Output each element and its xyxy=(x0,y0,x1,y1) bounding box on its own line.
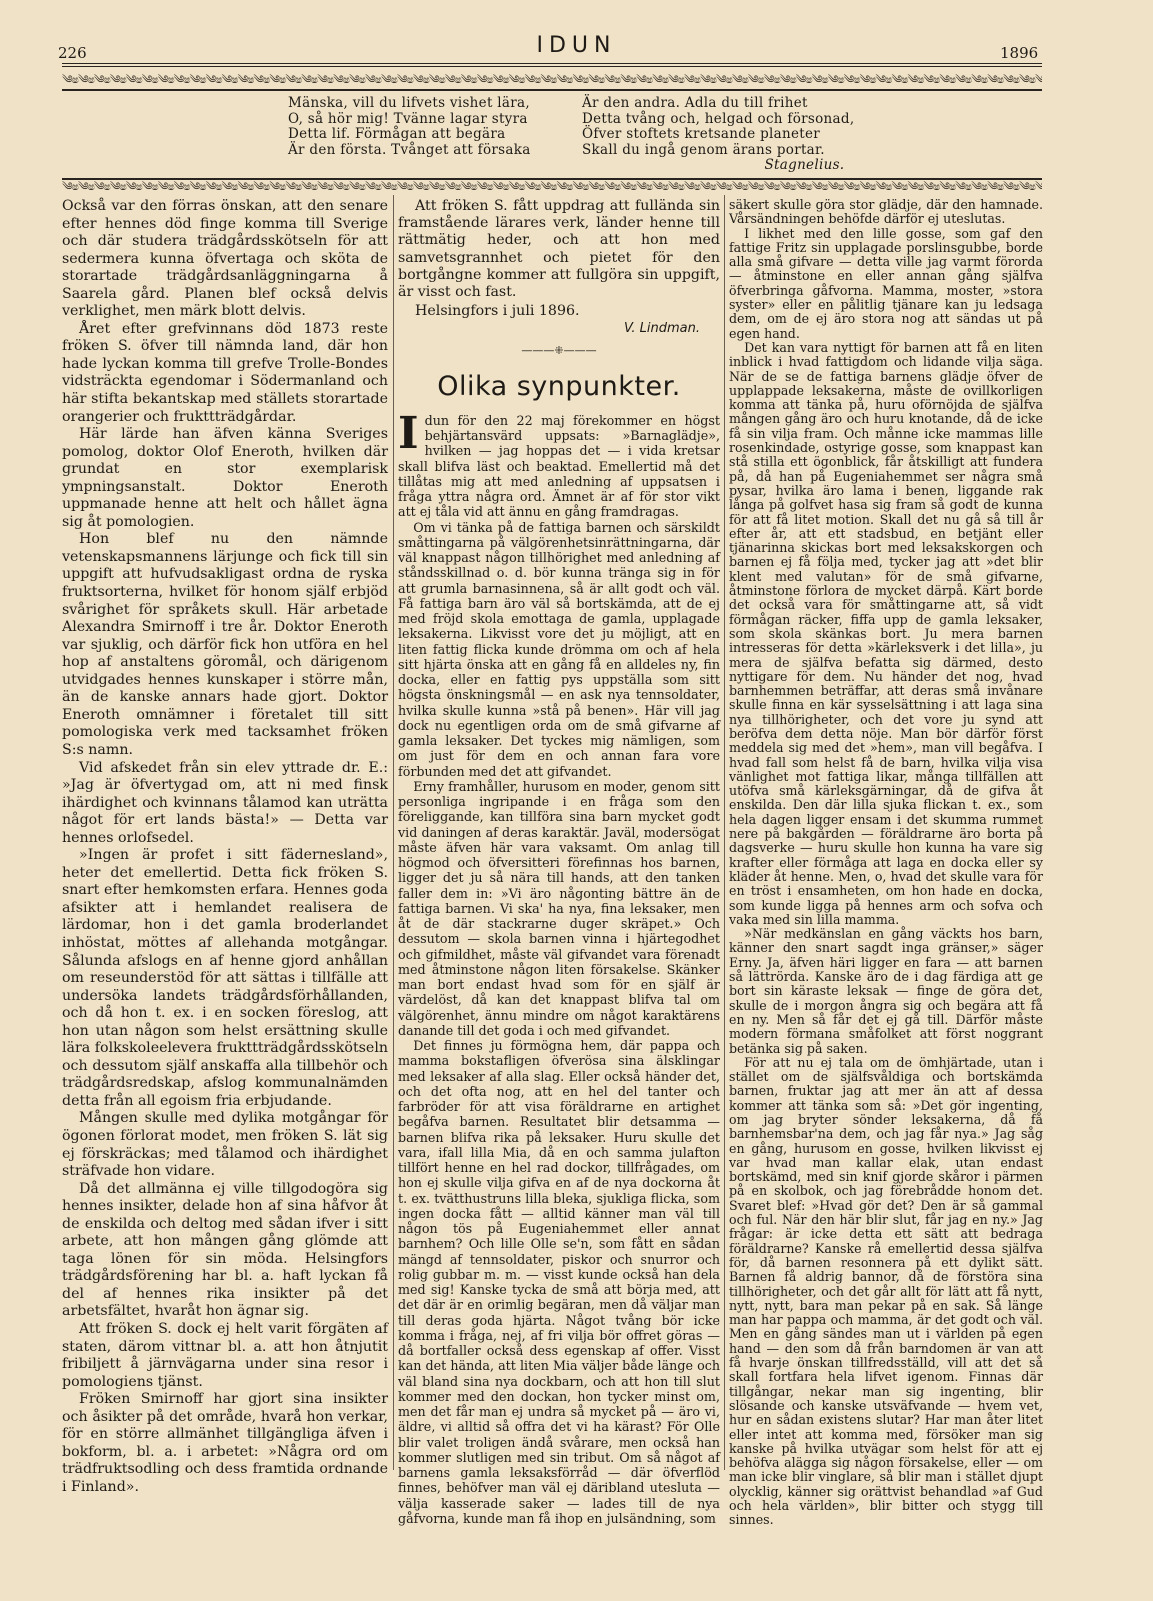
paragraph: Vid afskedet från sin elev yttrade dr. E.: »Jag är öfvertygad om, att ni med finsk ihärdighet och kvinnans tålamod kan uträtta något för ert lands bästa!» — Detta var hennes orlofsedel. xyxy=(62,759,388,846)
paragraph: Att fröken S. fått uppdrag att fullända sin framstående lärares verk, länder henne till rättmätig heder, och att hon med samvetsgrannhet och pietet för den bortgångne kommer att fullgöra sin uppgift, är visst och fast. xyxy=(398,198,720,301)
paragraph: För att nu ej tala om de ömhjärtade, utan i stället om de själfsvåldiga och bortskämda barnen, fruktar jag att mer än att af dessa kommer att tänka som så: »Det gör ingenting, om jag bryter sönder leksakerna, då få barnhemsbar'na dem, och jag får nya.» Jag såg en gång, hurusom en gosse, hvilken likvisst ej var hvad man kallar elak, utan endast bortskämd, med sin knif gjorde skåror i pärmen på en skolbok, och jag förebrådde honom det. Svaret blef: »Hvad gör det? Den är så gammal och ful. När den här blir slut, får jag en ny.» Jag frågar: är icke detta ett sätt att bedraga föräldrarne? Kanske rå emellertid dessa själfva för, då barnen resonnera på ett dylikt sätt. Barnen få aldrig bannor, då de förstöra sina tillhörigheter, och det går allt för lätt att få nytt, nytt, nytt, bara man pekar på en sak. Så länge man har pappa och mamma, är det godt och väl. Men en gång sändes man ut i världen på egen hand — den som då från barndomen är van att få hvarje önskan tillfredsställd, vill att det så skall fortfara hela lifvet igenom. Finnas där tillgångar, nekar man sig ingenting, blir slösande och kanske utsväfvande — hvem vet, hur en sådan existens slutar? Har man åter litet eller intet att komma med, försöker man sig kanske på hvilka utvägar som helst för att ej behöfva alägga sig någon försakelse, eller — om man icke blir vinglare, så blir man i stället djupt olycklig, känner sig orättvist behandlad »af Gud och hela världen», blir bitter och stygg till sinnes. xyxy=(729,1054,1043,1528)
poem-author: Stagnelius. xyxy=(764,157,845,173)
paragraph: Att fröken S. dock ej helt varit förgäten af staten, därom vittnar bl. a. att hon åtnjutit fribiljett å järnvägarna under sina resor i pomologiens tjänst. xyxy=(62,1321,388,1390)
poem-line: O, så hör mig! Tvänne lagar styra xyxy=(288,110,528,127)
paragraph: Också var den förras önskan, att den senare efter hennes död finge komma till Sverige och där studera trädgårdsskötseln för att sedermera kunna öfvertaga och sköta de storartade trädgårdsanläggningarna å Saarela gård. Planen blef också delvis verklighet, men märk blott delvis. xyxy=(62,198,388,320)
drop-cap: I xyxy=(398,407,419,459)
poem-line: Skall du ingå genom ärans portar. xyxy=(582,141,825,158)
poem-stanza-left xyxy=(288,96,531,158)
paragraph: dun för den 22 maj förekommer en högst behjärtansvärd uppsats: »Barnaglädje», hvilken — jag hoppas det — i vida kretsar skall blifva läst och beaktad. Emellertid må det tillåtas mig att med anledning af uppsatsen i fråga yttra några ord. Ämnet är af för stor vikt att ej tåla vid att ännu en gång framdragas. xyxy=(398,412,720,520)
ornamental-border xyxy=(62,73,1042,87)
column-rule xyxy=(724,195,725,1470)
ornamental-border xyxy=(62,180,1042,194)
paragraph: Erny framhåller, hurusom en moder, genom sitt personliga ingripande i en fråga som den föreliggande, kan tillföra sina barn mycket godt vid daningen af deras karaktär. Javäl, modersögat måste äfven här vara vaksamt. Om anlag till högmod och öfversitteri förefinnas hos barnen, ligger det ju så nära till hands, att den tanken faller dem in: »Vi äro någonting bättre än de fattiga barnen. Vi ska' ha nya, fina leksaker, men åt de där stackrarne duger skräpet.» Och dessutom — skola barnen vinna i hjärtegodhet och gifmildhet, måste väl gifvandet vara förenadt med åtminstone någon liten försakelse. Skänker man bort endast hvad som för en själf är värdelöst, då kan det knappast blifva tal om välgörenhet, ännu mindre om något karaktärens danande till det goda i och med gifvandet. xyxy=(398,778,720,1038)
paragraph: Det finnes ju förmögna hem, där pappa och mamma bokstafligen öfverösa sina älsklingar med leksaker af alla slag. Eller också händer det, och det ofta nog, att en hel del tanter och farbröder för att visa föräldrarne en artighet begåfva barnen. Resultatet blir detsamma — barnen blifva rika på leksaker. Huru skulle det vara, ifall lilla Mia, då en och samma julafton tillfört henne en hel rad dockor, tillfrågades, om hon ej skulle vilja gifva en af de nya dockorna åt t. ex. tvätthustruns lilla bleka, sjukliga flicka, som ingen docka fått — alltid känner man väl till någon tös på Eugeniahemmet eller annat barnhem? Och lille Olle se'n, som fått en sådan mängd af tennsoldater, piskor och snurror och rolig gubbar m. m. — visst kunde också han dela med sig! Kanske tycka de små att börja med, att det där är en orimlig begäran, men då väljar man till deras goda hjärta. Något tvång bör icke komma i fråga, nej, af fri vilja bör offret göras — då bortfaller också dess egenskap af offer. Visst kan det hända, att liten Mia väljer både länge och väl bland sina nya dockbarn, och att hon till slut kommer med den dockan, hon tycker minst om, men det får man ej undra så mycket på — äro vi, äldre, vi alltid så offra det vi ha kärast? För Olle blir valet troligen ändå svårare, men också han kommer slutligen med sin tribut. Om så något af barnens gamla leksaksförråd — där öfverflöd finnes, behöfver man väl ej däribland utesluta — välja kasserade saker — lades till de nya gåfvorna, kunde man få ihop en julsändning, som xyxy=(398,1038,720,1526)
paragraph: I likhet med den lille gosse, som gaf den fattige Fritz sin upplagade porslinsgubbe, borde alla små gifvare — detta ville jag varmt förorda — åtminstone en eller annan gång själfva öfverbringa gåfvorna. Mamma, moster, »stora syster» eller en pålitlig tjänare kan ju ledsaga dem, om de ej äro stora nog att sändas ut på egen hand. xyxy=(729,225,1043,341)
article-body xyxy=(398,407,720,1526)
year: 1896 xyxy=(1000,44,1039,62)
paragraph: Fröken Smirnoff har gjort sina insikter och åsikter på det område, hvarå hon verkar, för en större allmänhet tillgängliga äfven i bokform, bl. a. i arbetet: »Några ord om trädfruktsodling och dess framtida ordnande i Finland». xyxy=(62,1391,388,1495)
paragraph: Då det allmänna ej ville tillgodogöra sig hennes insikter, delade hon af sina håfvor åt de enskilda och deltog med sådan ifver i sitt arbete, att hon mången gång glömde att taga lönen för sin möda. Helsingfors trädgårdsförening har bl. a. haft lyckan få del af hennes rika insikter på det arbetsfältet, hvaråt hon ägnar sig. xyxy=(62,1180,388,1320)
header-rule xyxy=(62,66,1042,67)
dateline: Helsingfors i juli 1896. xyxy=(415,303,580,320)
paragraph: Mången skulle med dylika motgångar för ögonen förlorat modet, men fröken S. lät sig ej förskräckas; med tålamod och ihärdighet sträfvade hon vidare. xyxy=(62,1110,388,1180)
masthead: IDUN xyxy=(536,33,617,58)
poem-line: Öfver stoftets kretsande planeter xyxy=(582,126,821,142)
poem-line: Detta tvång och, helgad och försonad, xyxy=(582,110,855,127)
column-rule xyxy=(393,195,394,1470)
poem-stanza-right xyxy=(582,96,854,174)
page-number: 226 xyxy=(58,44,87,62)
poem-line: Är den första. Tvånget att försaka xyxy=(288,141,531,158)
column-2 xyxy=(398,198,720,1526)
header-rule xyxy=(62,63,1042,64)
section-divider: ———⁜——— xyxy=(521,343,597,357)
paragraph: Året efter grefvinnans död 1873 reste fröken S. öfver till nämnda land, där hon hade lyckan komma till grefve Trolle-Bondes vidsträckta egendomar i Södermanland och här stifta bekantskap med ställets storartade orangerier och frukttträdgårdar. xyxy=(62,320,388,425)
paragraph: Här lärde han äfven känna Sveriges pomolog, doktor Olof Eneroth, hvilken där grundat en stor exemplarisk ympningsanstalt. Doktor Eneroth uppmanade henne att helt och hållet ägna sig åt pomologien. xyxy=(62,426,388,530)
poem-line: Mänska, vill du lifvets vishet lära, xyxy=(288,95,530,111)
paragraph: säkert skulle göra stor glädje, där den hamnade. Vårsändningen behöfde därför ej uteslutas. xyxy=(729,197,1043,227)
column-3 xyxy=(729,198,1043,1528)
divider xyxy=(62,89,1042,91)
article-title: Olika synpunkter. xyxy=(437,370,681,402)
paragraph: »Ingen är profet i sitt fädernesland», heter det emellertid. Detta fick fröken S. snart efter hemkomsten erfara. Hennes goda afsikter att i hemlandet realisera de lärdomar, hon i det gamla broderlandet inhöstat, möttes af allehanda motgångar. Sålunda afslogs en af henne gjord anhållan om reseunderstöd för att sättas i tillfälle att undersöka landets trädgårdsförhållanden, och då hon t. ex. i en socken föreslog, att hon utan någon som helst ersättning skulle lära folkskoleelevera frukttträdgårdsskötseln och dessutom själf anskaffa alla tillbehör och trädgårdsredskap, afslog kommunalnämden detta från all egoism fria erbjudande. xyxy=(62,847,388,1109)
paragraph: Det kan vara nyttigt för barnen att få en liten inblick i hvad fattigdom och lidande vilja säga. När de se de fattiga barnens glädje öfver de upplappade leksakerna, måste de ovillkorligen komma att tänka på, huru oförnöjda de själfva mången gång äro och huru knotande, då de icke få sin vilja fram. Och månne icke mammas lille rosenkindade, ostyrige gosse, som knappast kan stå stilla ett ögonblick, får åtskilligt att fundera på, då han på Eugeniahemmet ser några små pysar, hvilka äro lama i benen, liggande rak långa på golfvet hasa sig fram så godt de kunna för att få litet motion. Skall det nu gå så till år efter år, att ett stadsbud, en betjänt eller tjänarinna skickas bort med leksakskorgen och barnen ej få följa med, tycker jag att »det blir klent med valutan» för de små gifvarne, åtminstone förlora de mycket därpå. Kärt borde det också vara för småttingarne att, så vidt förmågan räcker, fiffa upp de gamla leksaker, som skola skänkas bort. Ju mera barnen intresseras för detta »kärleksverk i det lilla», ju mera de själfva befatta sig därmed, desto nyttigare för dem. Nu händer det nog, hvad barnhemmen beträffar, att deras små invånare skulle finna en kär sysselsättning i att laga sina nya tillhörigheter, och det vore ju synd att beröfva dem detta nöje. Man bör därför först meddela sig med det »hem», man vill begåfva. I hvad fall som helst få de barn, hvilka vilja visa vänlighet mot fattiga likar, många tillfällen att utöfva små kärleksgärningar, då de gifva åt enskilda. Den där lilla sjuka flickan t. ex., som hela dagen ligger ensam i det skumma rummet nere på bakgården — föräldrarne äro borta på dagsverke — huru skulle hon kunna ha vare sig krafter eller förmåga att laga en docka eller sy kläder åt henne. Men, o, hvad det skulle vara för en tröst i ensamheten, om hon hade en docka, som kunde ligga på hennes arm och sofva och vaka med sin lilla mamma. xyxy=(729,339,1043,927)
paragraph: Hon blef nu den nämnde vetenskapsmannens lärjunge och fick till sin uppgift att hufvudsakligast ordna de ryska fruktsorterna, hvilket för honom själf erbjöd svårighet för språkets skull. Här arbetade Alexandra Smirnoff i tre år. Doktor Eneroth var sjuklig, och därför fick hon utföra en hel hop af anstaltens göromål, och därigenom utvidgades hennes kunskaper i större mån, än de kanske annars hade gjort. Doktor Eneroth omnämner i företalet till sitt pomologiska verk med tacksamhet fröken S:s namn. xyxy=(62,531,388,758)
paragraph: Om vi tänka på de fattiga barnen och särskildt småttingarna på välgörenhetsinrättningarna, där väl knappast någon tillhörighet med anledning af ståndsskillnad o. d. bör kunna tränga sig in för att grumla barnasinnena, så är allt godt och väl. Få fattiga barn äro väl så bortskämda, att de ej med fröjd skola emottaga de gamla, upplagade leksakerna. Likvisst vore det ju möjligt, att en liten fattig flicka kunde drömma om och af hela sitt hjärta önska att en gång få en alldeles ny, fin docka, eller en fattig pys uppställa som sitt högsta önskningsmål — en ask nya tennsoldater, hvilka skulle kunna »stå på benen». Här vill jag dock nu egentligen orda om de små gifvarne af gamla leksaker. Det tyckes mig nämligen, som om just för dem en och annan fara vore förbunden med det att gifvandet. xyxy=(398,519,720,779)
author-signature: V. Lindman. xyxy=(623,321,700,337)
column-1-article xyxy=(62,198,388,1496)
poem-line: Detta lif. Förmågan att begära xyxy=(288,126,506,142)
poem-line: Är den andra. Adla du till frihet xyxy=(582,95,808,111)
paragraph: »När medkänslan en gång väckts hos barn, känner den snart sagdt inga gränser,» säger Erny. Ja, äfven häri ligger en fara — att barnen så lättrörda. Kanske äro de i dag färdiga att ge bort sin käraste leksak — finge de göra det, skulle de i morgon ångra sig och begära att få en ny. Men så får det ej gå till. Därför måste modern förmana småfolket att först noggrant betänka sig på saken. xyxy=(729,926,1043,1056)
